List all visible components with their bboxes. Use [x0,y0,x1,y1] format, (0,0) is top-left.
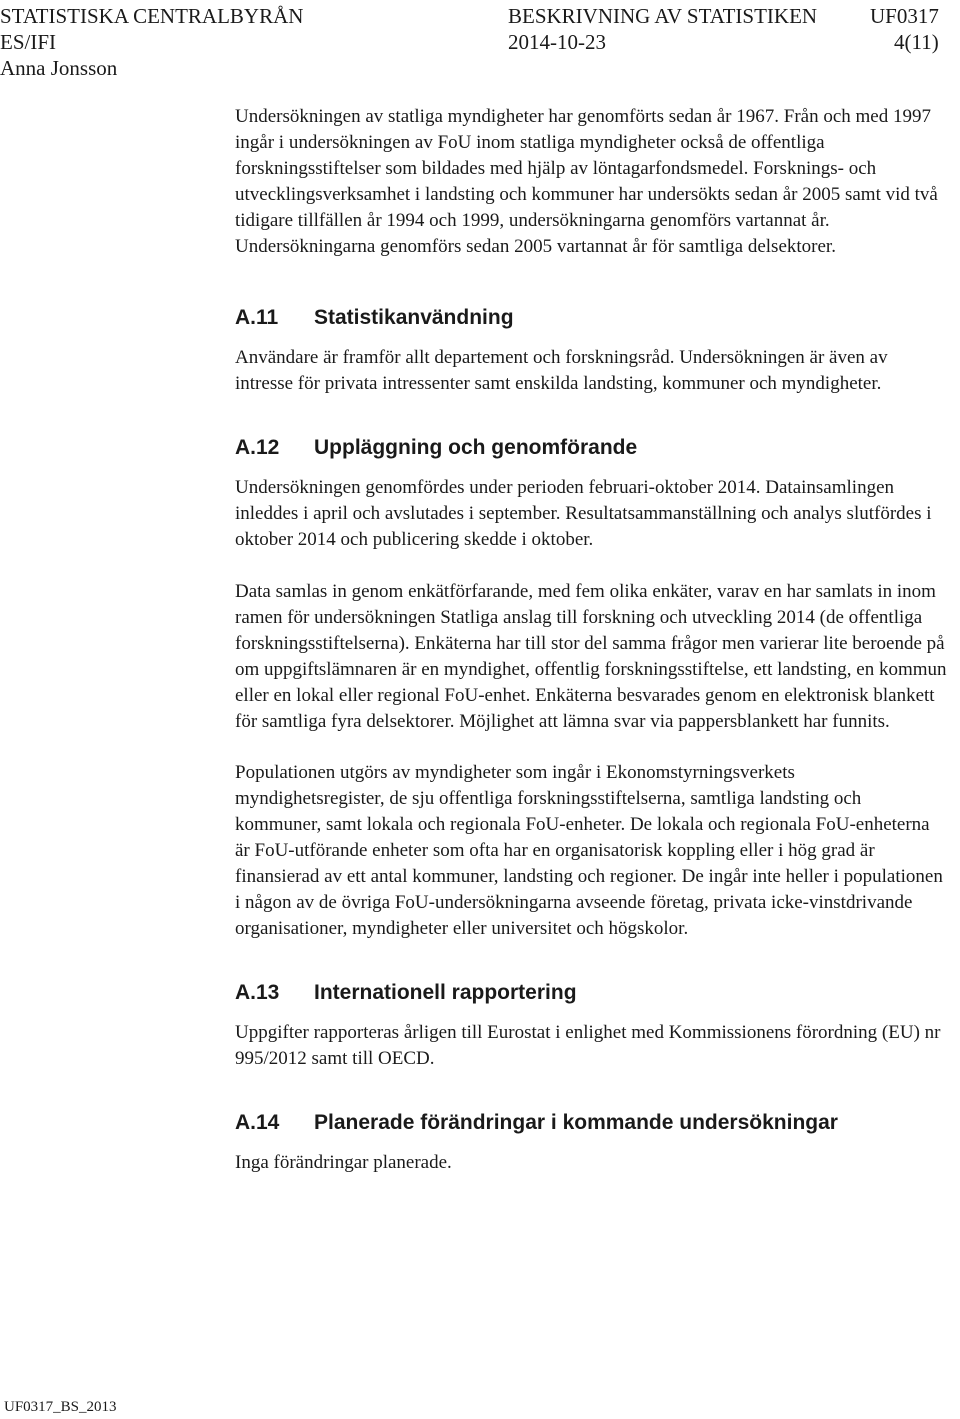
paragraph: Undersökningen genomfördes under perioden februari-oktober 2014. Datainsamlingen inleddes i april och avslutades i september. Resultatsammanställning och analys slutfördes i oktober 2014 och publicering skedde i oktober. [235,477,932,551]
section-heading-a12 [235,435,947,461]
paragraph: Användare är framför allt departement och forskningsråd. Undersökningen är även av intresse för privata intressenter samt enskilda landsting, kommuner och myndigheter. [235,347,888,395]
paragraph: Uppgifter rapporteras årligen till Eurostat i enlighet med Kommissionens förordning (EU) nr 995/2012 samt till OECD. [235,1021,941,1069]
header-doc-type: BESKRIVNING AV STATISTIKEN [508,4,818,28]
section-number: A.12 [235,436,280,460]
section-title: Statistikanvändning [314,306,514,330]
footer-code: UF0317_BS_2013 [4,1399,117,1415]
header-doc-code: UF0317 [870,4,939,28]
section-number: A.11 [235,306,279,330]
section-title: Planerade förändringar i kommande undersökningar [314,1110,838,1134]
paragraph: Data samlas in genom enkätförfarande, med fem olika enkäter, varav en har samlats in inom ramen för undersökningen Statliga anslag till forskning och utveckling 2014 (de offentliga forskningsstiftelserna). Enkäterna har till stor del samma frågor men varierar lite beroende på om uppgiftslämnaren är en myndighet, offentlig forskningsstiftelse, ett landsting, en kommun eller en lokal eller regional FoU-enhet. Enkäterna besvarades genom en elektronisk blankett för samtliga fyra delsektorer. Möjlighet att lämna svar via pappersblankett har funnits. [235,580,947,732]
section-heading-a11 [235,305,947,331]
header-page-number: 4(11) [894,30,939,54]
header-date: 2014-10-23 [508,30,606,54]
intro-paragraph: Undersökningen av statliga myndigheter har genomförts sedan år 1967. Från och med 1997 ingår i undersökningen av FoU inom statliga myndigheter också de offentliga forskningsstiftelser som bildades med hjälp av löntagarfondsmedel. Forsknings- och utvecklingsverksamhet i landsting och kommuner har undersökts sedan år 2005 samt vid två tidigare tillfällen år 1994 och 1999, undersökningarna genomförs vartannat år. Undersökningarna genomförs sedan 2005 vartannat år för samtliga delsektorer. [235,106,938,257]
document-body [235,104,947,1175]
section-number: A.14 [235,1110,280,1134]
paragraph: Inga förändringar planerade. [235,1151,452,1173]
section-number: A.13 [235,980,280,1004]
section-title: Internationell rapportering [314,980,577,1004]
header-org: STATISTISKA CENTRALBYRÅN [0,4,304,28]
header-author: Anna Jonsson [0,56,118,80]
section-heading-a14 [235,1110,947,1136]
section-heading-a13 [235,980,947,1006]
paragraph: Populationen utgörs av myndigheter som ingår i Ekonomstyrningsverkets myndighetsregister, de sju offentliga forskningsstiftelserna, samtliga landsting och kommuner, samt lokala och regionala FoU-enheter. De lokala och regionala FoU-enheterna är FoU-utförande enheter som ofta har en organisatorisk koppling eller i hög grad är finansierad av ett antal kommuner, landsting och regioner. De ingår inte heller i populationen i någon av de övriga FoU-undersökningarna avseende företag, privata icke-vinstdrivande organisationer, myndigheter eller universitet och högskolor. [235,762,943,939]
header-dept: ES/IFI [0,30,57,54]
section-title: Uppläggning och genomförande [314,436,638,460]
